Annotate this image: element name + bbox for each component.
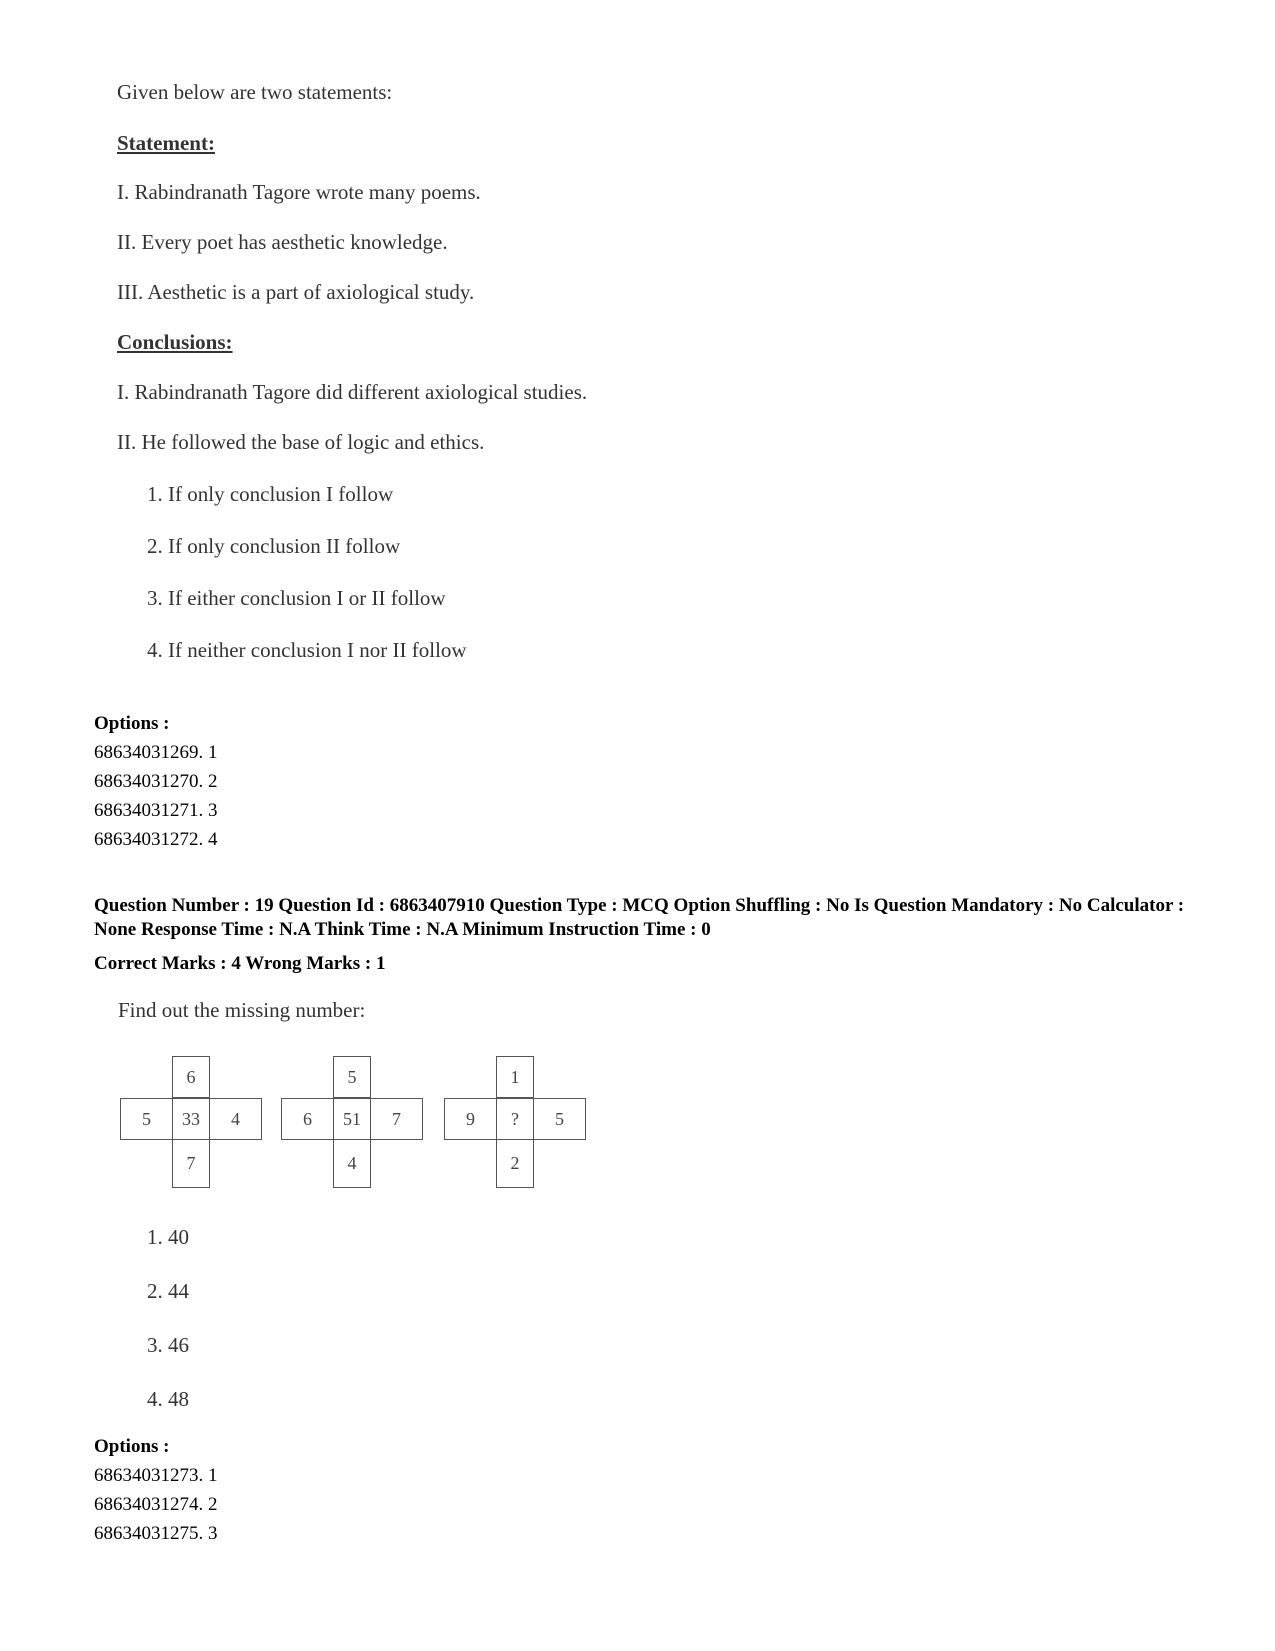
cross-cell-bottom: 7	[172, 1139, 210, 1188]
q19-option-2: 68634031274. 2	[94, 1494, 218, 1515]
q18-options-label: Options :	[94, 713, 170, 734]
q18-choice-4: 4. If neither conclusion I nor II follow	[147, 638, 467, 662]
q18-option-4: 68634031272. 4	[94, 829, 218, 850]
q19-option-1: 68634031273. 1	[94, 1465, 218, 1486]
q18-option-3: 68634031271. 3	[94, 800, 218, 821]
q18-conclusion-2: II. He followed the base of logic and ethics.	[117, 430, 485, 454]
q19-marks: Correct Marks : 4 Wrong Marks : 1	[94, 953, 386, 974]
cross-cell-center: ?	[496, 1098, 534, 1140]
q18-conclusion-heading: Conclusions:	[117, 330, 233, 354]
cross-figure-1	[120, 1056, 262, 1198]
q19-prompt: Find out the missing number:	[118, 998, 366, 1022]
q19-options-label: Options :	[94, 1436, 170, 1457]
cross-cell-center: 51	[333, 1098, 371, 1140]
cross-cell-top: 1	[496, 1056, 534, 1098]
q18-option-1: 68634031269. 1	[94, 742, 218, 763]
cross-cell-bottom: 4	[333, 1139, 371, 1188]
cross-cell-right: 4	[209, 1098, 262, 1140]
cross-figure-2	[281, 1056, 423, 1198]
q18-conclusion-1: I. Rabindranath Tagore did different axiological studies.	[117, 380, 588, 404]
q19-choice-3: 3. 46	[147, 1333, 189, 1357]
q19-option-3: 68634031275. 3	[94, 1523, 218, 1544]
q18-statement-2: II. Every poet has aesthetic knowledge.	[117, 230, 448, 254]
q18-statement-heading: Statement:	[117, 131, 215, 155]
q18-choice-1: 1. If only conclusion I follow	[147, 482, 394, 506]
q18-intro: Given below are two statements:	[117, 80, 393, 104]
cross-cell-right: 5	[533, 1098, 586, 1140]
q18-choice-3: 3. If either conclusion I or II follow	[147, 586, 446, 610]
cross-cell-left: 9	[444, 1098, 497, 1140]
q19-choice-1: 1. 40	[147, 1225, 189, 1249]
cross-cell-left: 6	[281, 1098, 334, 1140]
cross-cell-top: 5	[333, 1056, 371, 1098]
q19-choice-4: 4. 48	[147, 1387, 189, 1411]
cross-cell-top: 6	[172, 1056, 210, 1098]
q19-choice-2: 2. 44	[147, 1279, 189, 1303]
q18-option-2: 68634031270. 2	[94, 771, 218, 792]
cross-cell-right: 7	[370, 1098, 423, 1140]
cross-cell-center: 33	[172, 1098, 210, 1140]
q18-statement-3: III. Aesthetic is a part of axiological study.	[117, 280, 475, 304]
cross-figure-3	[444, 1056, 586, 1198]
cross-cell-bottom: 2	[496, 1139, 534, 1188]
cross-cell-left: 5	[120, 1098, 173, 1140]
q18-statement-1: I. Rabindranath Tagore wrote many poems.	[117, 180, 481, 204]
q19-meta: Question Number : 19 Question Id : 6863407910 Question Type : MCQ Option Shuffling : No Is Question Mandatory : No Calculator : None Response Time : N.A Think Time : N.A Minimum Instruction Time : 0	[94, 895, 1185, 940]
q18-choice-2: 2. If only conclusion II follow	[147, 534, 401, 558]
